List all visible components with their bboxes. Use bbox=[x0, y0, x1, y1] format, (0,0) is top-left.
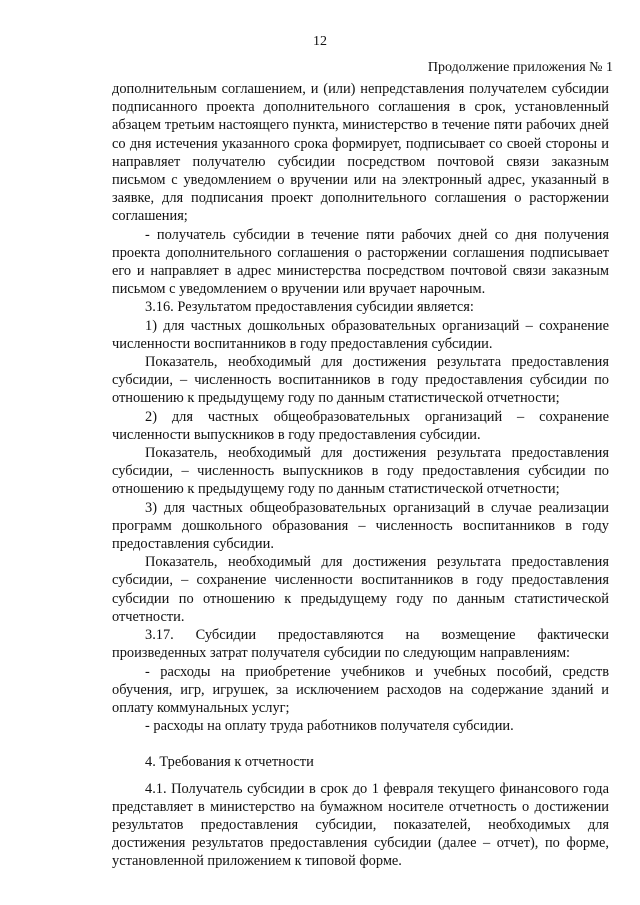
appendix-continuation-note: Продолжение приложения № 1 bbox=[427, 60, 613, 75]
paragraph-continuation: дополнительным соглашением, и (или) непредставления получателем субсидии подписанного проекта дополнительного соглашения в срок, установленный абзацем третьим настоящего пункта, министерство в течение пяти рабочих дней со дня истечения указанного срока формирует, подписывает со своей стороны и направляет получателю субсидии посредством почтовой связи заказным письмом с уведомлением о вручении или на электронный адрес, указанный в заявке, для подписания проект дополнительного соглашения о расторжении соглашения; bbox=[112, 81, 609, 225]
paragraph-result-3: 3) для частных общеобразовательных организаций в случае реализации программ дошкольного образования – численность воспитанников в году предоставления субсидии. bbox=[112, 499, 609, 553]
paragraph-indicator-3: Показатель, необходимый для достижения результата предоставления субсидии, – сохранение численности воспитанников в году предоставления субсидии по отношению к предыдущему году по данным статистической отчетности. bbox=[112, 554, 609, 625]
page-number: 12 bbox=[313, 34, 327, 49]
paragraph-indicator-1: Показатель, необходимый для достижения результата предоставления субсидии, – численность воспитанников в году предоставления субсидии по отношению к предыдущему году по данным статистической отчетности; bbox=[112, 354, 609, 407]
paragraph-result-2: 2) для частных общеобразовательных организаций – сохранение численности выпускников в году предоставления субсидии. bbox=[112, 408, 609, 443]
paragraph-result-1: 1) для частных дошкольных образовательных организаций – сохранение численности воспитанников в году предоставления субсидии. bbox=[112, 317, 609, 352]
paragraph-expenses-materials: - расходы на приобретение учебников и учебных пособий, средств обучения, игр, игрушек, за исключением расходов на содержание зданий и оплату коммунальных услуг; bbox=[112, 663, 609, 716]
document-body bbox=[112, 80, 609, 871]
paragraph-indicator-2: Показатель, необходимый для достижения результата предоставления субсидии, – численность выпускников в году предоставления субсидии по отношению к предыдущему году по данным статистической отчетности; bbox=[112, 445, 609, 498]
paragraph-recipient-signs: - получатель субсидии в течение пяти рабочих дней со дня получения проекта дополнительного соглашения о расторжении соглашения подписывает его и направляет в адрес министерства посредством почтовой связи заказным письмом с уведомлением о вручении или вручает нарочным. bbox=[112, 226, 609, 298]
paragraph-3-16-heading: 3.16. Результатом предоставления субсидии является: bbox=[145, 299, 474, 316]
paragraph-expenses-salary: - расходы на оплату труда работников получателя субсидии. bbox=[145, 718, 514, 735]
paragraph-3-17: 3.17. Субсидии предоставляются на возмещение фактически произведенных затрат получателя субсидии по следующим направлениям: bbox=[112, 627, 609, 662]
paragraph-4-1: 4.1. Получатель субсидии в срок до 1 февраля текущего финансового года представляет в министерство на бумажном носителе отчетность о достижении результатов предоставления субсидии, показателей, необходимых для достижения результатов предоставления субсидии (далее – отчет), по форме, установленной приложением к типовой форме. bbox=[112, 780, 609, 870]
section-4-heading: 4. Требования к отчетности bbox=[145, 754, 314, 771]
